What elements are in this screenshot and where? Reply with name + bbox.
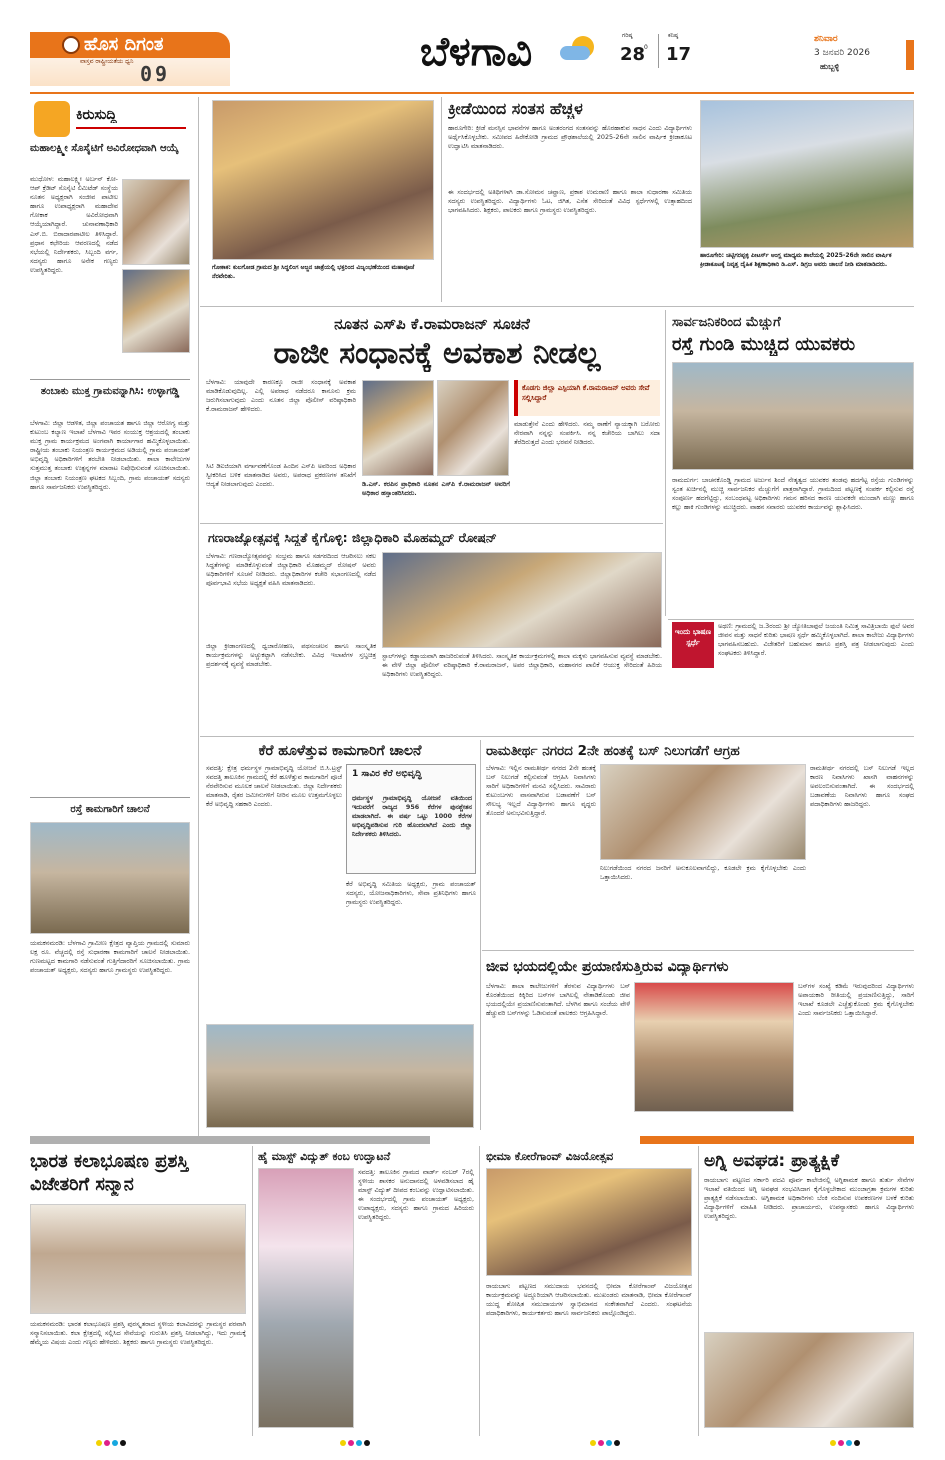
divider — [30, 797, 190, 798]
story3-body: ಯಮಕನಮರಡಿ: ಬೆಳಗಾವಿ ಗ್ರಾಮೀಣ ಕ್ಷೇತ್ರದ ವ್ಯಾಪ್ತಿಯ ಗ್ರಾಮದಲ್ಲಿ ಸುಮಾರು ಲಕ್ಷ ರೂ. ವೆಚ್ಚದಲ್ಲಿ ರಸ್ತೆ ಸುಧಾರಣಾ ಕಾಮಗಾರಿಗೆ ಚಾಲನೆ ನೀಡಲಾಯಿತು. ಗುಣಮಟ್ಟದ ಕಾಮಗಾರಿ ನಡೆಸುವಂತೆ ಗುತ್ತಿಗೆದಾರರಿಗೆ ಸೂಚಿಸಲಾಯಿತು. ಗ್ರಾಮ ಪಂಚಾಯತ್ ಅಧ್ಯಕ್ಷರು, ಸದಸ್ಯರು ಹಾಗೂ ಗ್ರಾಮಸ್ಥರು ಉಪಸ್ಥಿತರಿದ್ದರು. — [30, 939, 190, 975]
registration-dot — [590, 1440, 596, 1446]
registration-dot — [838, 1440, 844, 1446]
registration-dot — [606, 1440, 612, 1446]
edition-name: ಬೆಳಗಾವಿ — [420, 30, 533, 74]
registration-dot — [830, 1440, 836, 1446]
registration-dot — [846, 1440, 852, 1446]
kirusuddi-column — [30, 97, 194, 1137]
youth-body: ರಾಮದುರ್ಗ: ಬಾಚನಕೊಂಡ್ಡಿ ಗ್ರಾಮದ ಅರ್ಜುನ ಶಿಂದೆ ನೇತೃತ್ವದ ಯುವಕರ ತಂಡವು ಹದಗೆಟ್ಟ ರಸ್ತೆಯ ಗುಂಡಿಗಳನ್ನು ಸ್ವಂತ ಖರ್ಚಿನಲ್ಲಿ ಮುಚ್ಚಿ ಸಾರ್ವಜನಿಕರ ಮೆಚ್ಚುಗೆಗೆ ಪಾತ್ರರಾಗಿದ್ದಾರೆ. ಗ್ರಾಮದಿಂದ ಪಟ್ಟಣಕ್ಕೆ ಸಂಪರ್ಕ ಕಲ್ಪಿಸುವ ರಸ್ತೆ ಸಂಪೂರ್ಣ ಹದಗೆಟ್ಟಿದ್ದು, ಸಂಬಂಧಪಟ್ಟ ಅಧಿಕಾರಿಗಳು ಗಮನ ಹರಿಸದ ಕಾರಣ ಯುವಕರೇ ಮುಂದಾಗಿ ಮಣ್ಣು ಹಾಗೂ ಕಲ್ಲು ಹಾಕಿ ಗುಂಡಿಗಳನ್ನು ಮುಚ್ಚಿದರು. ವಾಹನ ಸವಾರರು ಯುವಕರ ಕಾರ್ಯವನ್ನು ಶ್ಲಾಘಿಸಿದರು. — [672, 476, 914, 512]
bhima-headline: ಭೀಮಾ ಕೋರೆಗಾಂವ್ ವಿಜಯೋತ್ಸವ — [486, 1150, 614, 1163]
row-rule — [668, 619, 914, 620]
bus-photo — [600, 764, 806, 860]
gana-photo — [382, 552, 662, 648]
sp-headline: ರಾಜೀ ಸಂಧಾನಕ್ಕೆ ಅವಕಾಶ ನೀಡಲ್ಲ — [273, 336, 601, 371]
registration-dot — [598, 1440, 604, 1446]
weather-min-label: ಕನಿಷ್ಠ — [668, 32, 679, 39]
highmast-photo — [258, 1168, 354, 1428]
bhima-photo — [486, 1168, 692, 1276]
registration-dot — [112, 1440, 118, 1446]
story1-title: ಮಹಾಲಕ್ಷ್ಮೀ ಸೊಸೈಟಿಗೆ ಅವಿರೋಧವಾಗಿ ಆಯ್ಕೆ — [30, 143, 179, 154]
column-rule — [479, 1146, 480, 1436]
registration-dot — [348, 1440, 354, 1446]
bhima-body: ರಾಯಬಾಗ: ಪಟ್ಟಣದ ಸಮುದಾಯ ಭವನದಲ್ಲಿ ಭೀಮಾ ಕೋರೆಗಾಂವ್ ವಿಜಯೋತ್ಸವ ಕಾರ್ಯಕ್ರಮವನ್ನು ಅದ್ದೂರಿಯಾಗಿ ಆಚರಿಸಲಾಯಿತು. ಮುಖಂಡರು ಮಾತನಾಡಿ, ಭೀಮಾ ಕೋರೆಗಾಂವ್ ಯುದ್ಧ ಶೋಷಿತ ಸಮುದಾಯಗಳ ಸ್ವಾಭಿಮಾನದ ಸಂಕೇತವಾಗಿದೆ ಎಂದರು. ಸಂಘಟನೆಯ ಪದಾಧಿಕಾರಿಗಳು, ಕಾರ್ಯಕರ್ತರು ಹಾಗೂ ಸಾರ್ವಜನಿಕರು ಪಾಲ್ಗೊಂಡಿದ್ದರು. — [486, 1282, 692, 1318]
sports-body-2: ಈ ಸಂದರ್ಭದಲ್ಲಿ ಅತಿಥಿಗಳಾಗಿ ಡಾ.ಸೋಮನ ಚವ್ಹಾಣ, ಪ್ರಕಾಶ ಉಮರಾಣಿ ಹಾಗೂ ಶಾಲಾ ಸುಧಾರಣಾ ಸಮಿತಿಯ ಸದಸ್ಯರು ಉಪಸ್ಥಿತರಿದ್ದರು. ವಿದ್ಯಾರ್ಥಿಗಳು ಓಟ, ಜಿಗಿತ, ಎಸೆತ ಸೇರಿದಂತೆ ವಿವಿಧ ಸ್ಪರ್ಧೆಗಳಲ್ಲಿ ಉತ್ಸಾಹದಿಂದ ಭಾಗವಹಿಸಿದರು. ಶಿಕ್ಷಕರು, ಪಾಲಕರು ಹಾಗೂ ಗ್ರಾಮಸ್ಥರು ಉಪಸ್ಥಿತರಿದ್ದರು. — [448, 188, 692, 215]
masthead-rule — [30, 92, 914, 94]
lake-photo — [206, 1024, 474, 1128]
kala-body: ಯಮಕನಮರಡಿ: ಭಾರತ ಕಲಾಭೂಷಣ ಪ್ರಶಸ್ತಿ ಪುರಸ್ಕೃತರಾದ ಸ್ಥಳೀಯ ಕಲಾವಿದರನ್ನು ಗ್ರಾಮಸ್ಥರ ಪರವಾಗಿ ಸನ್ಮಾನಿಸಲಾಯಿತು. ಕಲಾ ಕ್ಷೇತ್ರದಲ್ಲಿ ಸಲ್ಲಿಸಿದ ಸೇವೆಯನ್ನು ಗುರುತಿಸಿ ಪ್ರಶಸ್ತಿ ನೀಡಲಾಗಿದ್ದು, ಇದು ಗ್ರಾಮಕ್ಕೆ ಹೆಮ್ಮೆಯ ವಿಷಯ ಎಂದು ಗಣ್ಯರು ಹೇಳಿದರು. ಶಿಕ್ಷಕರು ಹಾಗೂ ಗ್ರಾಮಸ್ಥರು ಉಪಸ್ಥಿತರಿದ್ದರು. — [30, 1320, 246, 1347]
registration-dot — [104, 1440, 110, 1446]
youth-photo — [672, 362, 914, 470]
sp-info-box-text: ಕೊಡಗು ಜಿಲ್ಲಾ ಎಸ್ಪಿಯಾಗಿ ಕೆ.ರಾಮರಾಜನ್ ಅವರು ಸೇವೆ ಸಲ್ಲಿಸಿದ್ದಾರೆ — [522, 384, 650, 402]
paper-name: ಹೊಸ ದಿಗಂತ — [84, 34, 164, 55]
registration-dot — [854, 1440, 860, 1446]
row-rule — [482, 950, 914, 951]
sp-body-3: ಮಾಡುತ್ತೇನೆ ಎಂದು ಹೇಳಿದರು. ನಮ್ಮ ಠಾಣೆಗೆ ನ್ಯಾಯಕ್ಕಾಗಿ ಬರೋರು ನೇರವಾಗಿ ನನ್ನನ್ನು ಸಂಪರ್ಕಿಸಿ. ನನ್ನ ಕಚೇರಿಯ ಬಾಗಿಲು ಸದಾ ತೆರೆದಿರುತ್ತದೆ ಎಂದು ಭರವಸೆ ನೀಡಿದರು. — [514, 420, 660, 447]
bottom-band-grey — [30, 1136, 430, 1144]
top-left-photo — [212, 100, 434, 260]
kirusuddi-rule — [76, 127, 186, 129]
speech-badge-text: ಇಂದು ಭಾಷಣ ಸ್ಪರ್ಧೆ — [674, 627, 712, 647]
column-rule — [698, 1146, 699, 1436]
story2-body: ಬೆಳಗಾವಿ: ಜಿಲ್ಲಾ ಆಡಳಿತ, ಜಿಲ್ಲಾ ಪಂಚಾಯತ ಹಾಗೂ ಜಿಲ್ಲಾ ಆರೋಗ್ಯ ಮತ್ತು ಕುಟುಂಬ ಕಲ್ಯಾಣ ಇಲಾಖೆ ಬೆಳಗಾವಿ ಇವರ ಸಂಯುಕ್ತ ಆಶ್ರಯದಲ್ಲಿ ತಂಬಾಕು ಮುಕ್ತ ಗ್ರಾಮ ಕಾರ್ಯಕ್ರಮದ ಅಂಗವಾಗಿ ಕಾರ್ಯಾಗಾರ ಹಮ್ಮಿಕೊಳ್ಳಲಾಯಿತು. ರಾಷ್ಟ್ರೀಯ ತಂಬಾಕು ನಿಯಂತ್ರಣ ಕಾರ್ಯಕ್ರಮದ ಅಡಿಯಲ್ಲಿ ಗ್ರಾಮ ಪಂಚಾಯತ್ ಅಭಿವೃದ್ಧಿ ಅಧಿಕಾರಿಗಳಿಗೆ ತರಬೇತಿ ನೀಡಲಾಯಿತು. ಶಾಲಾ ಕಾಲೇಜುಗಳ ಸುತ್ತಮುತ್ತ ತಂಬಾಕು ಉತ್ಪನ್ನಗಳ ಮಾರಾಟ ನಿಷೇಧಿಸುವಂತೆ ಸೂಚಿಸಲಾಯಿತು. ಜಿಲ್ಲಾ ತಂಬಾಕು ನಿಯಂತ್ರಣ ಘಟಕದ ಸಿಬ್ಬಂದಿ, ಗ್ರಾಮ ಪಂಚಾಯತ್ ಸದಸ್ಯರು ಹಾಗೂ ಸಾರ್ವಜನಿಕರು ಉಪಸ್ಥಿತರಿದ್ದರು. — [30, 419, 190, 491]
lake-box-body: ಧರ್ಮಸ್ಥಳ ಗ್ರಾಮಾಭಿವೃದ್ಧಿ ಯೋಜನೆ ವತಿಯಿಂದ ಇದುವರೆಗೆ ರಾಜ್ಯದ 956 ಕೆರೆಗಳ ಪುನಶ್ಚೇತನ ಮಾಡಲಾಗಿದೆ. ಈ ವರ್ಷ ಒಟ್ಟು 1000 ಕೆರೆಗಳ ಅಭಿವೃದ್ಧಿಪಡಿಸುವ ಗುರಿ ಹೊಂದಲಾಗಿದೆ ಎಂದು ಜಿಲ್ಲಾ ನಿರ್ದೇಶಕರು ತಿಳಿಸಿದರು. — [352, 794, 472, 839]
youth-kicker: ಸಾರ್ವಜನಿಕರಿಂದ ಮೆಚ್ಚುಗೆ — [672, 315, 781, 330]
registration-dot — [340, 1440, 346, 1446]
row-rule — [200, 306, 914, 307]
column-rule — [665, 310, 666, 616]
lake-body-1: ಸವದತ್ತಿ: ಕ್ಷೇತ್ರ ಧರ್ಮಸ್ಥಳ ಗ್ರಾಮಾಭಿವೃದ್ಧಿ ಯೋಜನೆ ಬಿ.ಸಿ.ಟ್ರಸ್ಟ್ ಸವದತ್ತಿ ತಾಲೂಕಿನ ಗ್ರಾಮದಲ್ಲಿ ಕೆರೆ ಹೂಳೆತ್ತುವ ಕಾಮಗಾರಿಗೆ ಪೂಜೆ ನೆರವೇರಿಸುವ ಮೂಲಕ ಚಾಲನೆ ನೀಡಲಾಯಿತು. ಜಿಲ್ಲಾ ನಿರ್ದೇಶಕರು ಮಾತನಾಡಿ, ರೈತರ ಜಮೀನುಗಳಿಗೆ ನೀರಿನ ಮೂಲ ಉತ್ತಮಗೊಳ್ಳಲು ಕೆರೆ ಅಭಿವೃದ್ಧಿ ಸಹಕಾರಿ ಎಂದರು. — [206, 764, 342, 809]
lake-body-2: ಕೆರೆ ಅಭಿವೃದ್ಧಿ ಸಮಿತಿಯ ಅಧ್ಯಕ್ಷರು, ಗ್ರಾಮ ಪಂಚಾಯತ್ ಸದಸ್ಯರು, ಯೋಜನಾಧಿಕಾರಿಗಳು, ಸೇವಾ ಪ್ರತಿನಿಧಿಗಳು ಹಾಗೂ ಗ್ರಾಮಸ್ಥರು ಉಪಸ್ಥಿತರಿದ್ದರು. — [346, 880, 476, 907]
speech-body: ಅಥಣಿ: ಗ್ರಾಮದಲ್ಲಿ ಜ.3ರಂದು ಶ್ರೀ ಜ್ಯೋತಿಬಾಫುಲೆ ಜಯಂತಿ ನಿಮಿತ್ತ ಸಾವಿತ್ರಿಬಾಯಿ ಫುಲೆ ಅವರ ಜೀವನ ಮತ್ತು ಸಾಧನೆ ಕುರಿತು ಭಾಷಣ ಸ್ಪರ್ಧೆ ಹಮ್ಮಿಕೊಳ್ಳಲಾಗಿದೆ. ಶಾಲಾ ಕಾಲೇಜು ವಿದ್ಯಾರ್ಥಿಗಳು ಭಾಗವಹಿಸಬಹುದು. ವಿಜೇತರಿಗೆ ಬಹುಮಾನ ಹಾಗೂ ಪ್ರಶಸ್ತಿ ಪತ್ರ ನೀಡಲಾಗುವುದು ಎಂದು ಸಂಘಟಕರು ತಿಳಿಸಿದ್ದಾರೆ. — [718, 622, 914, 658]
story3-title: ರಸ್ತೆ ಕಾಮಗಾರಿಗೆ ಚಾಲನೆ — [70, 804, 150, 815]
column-rule — [480, 740, 481, 1130]
sp-photo-2 — [437, 380, 509, 476]
bus-headline: ರಾಮತೀರ್ಥ ನಗರದ 2ನೇ ಹಂತಕ್ಕೆ ಬಸ್ ನಿಲುಗಡೆಗೆ ಆಗ್ರಹ — [486, 743, 740, 759]
top-left-caption: ಗೋಕಾಕ: ಕುಲಗೋಡ ಗ್ರಾಮದ ಶ್ರೀ ಸಿದ್ಧಲಿಂಗ ಅಜ್ಜನ ಜಾತ್ರೆಯಲ್ಲಿ ಭಕ್ತರಿಂದ ವಿಜೃಂಭಣೆಯಿಂದ ಮಹಾಪೂಜೆ ನೆರವೇರಿತು. — [212, 264, 415, 280]
bus-body-1: ಬೆಳಗಾವಿ: ಇಲ್ಲಿನ ರಾಮತೀರ್ಥ ನಗರದ 2ನೇ ಹಂತಕ್ಕೆ ಬಸ್ ನಿಲುಗಡೆ ಕಲ್ಪಿಸುವಂತೆ ಆಗ್ರಹಿಸಿ ನಿವಾಸಿಗಳು ಸಾರಿಗೆ ಅಧಿಕಾರಿಗಳಿಗೆ ಮನವಿ ಸಲ್ಲಿಸಿದರು. ಸಾವಿರಾರು ಕುಟುಂಬಗಳು ವಾಸವಾಗಿರುವ ಬಡಾವಣೆಗೆ ಬಸ್ ಸೌಲಭ್ಯ ಇಲ್ಲದೆ ವಿದ್ಯಾರ್ಥಿಗಳು ಹಾಗೂ ವೃದ್ಧರು ತೊಂದರೆ ಅನುಭವಿಸುತ್ತಿದ್ದಾರೆ. — [486, 764, 596, 818]
registration-dot — [356, 1440, 362, 1446]
fire-headline: ಅಗ್ನಿ ಅವಘಡ: ಪ್ರಾತ್ಯಕ್ಷಿಕೆ — [704, 1151, 840, 1171]
weather-max-label: ಗರಿಷ್ಠ — [622, 32, 633, 39]
masthead — [0, 0, 945, 92]
youth-headline: ರಸ್ತೆ ಗುಂಡಿ ಮುಚ್ಚಿದ ಯುವಕರು — [672, 334, 856, 355]
students-body-2: ಬಸ್‌ಗಳ ಸಂಖ್ಯೆ ಕಡಿಮೆ ಇರುವುದರಿಂದ ವಿದ್ಯಾರ್ಥಿಗಳು ಅಪಾಯಕಾರಿ ರೀತಿಯಲ್ಲಿ ಪ್ರಯಾಣಿಸುತ್ತಿದ್ದು, ಸಾರಿಗೆ ಇಲಾಖೆ ಕೂಡಲೇ ಎಚ್ಚೆತ್ತುಕೊಂಡು ಕ್ರಮ ಕೈಗೊಳ್ಳಬೇಕು ಎಂದು ಸಾರ್ವಜನಿಕರು ಒತ್ತಾಯಿಸಿದ್ದಾರೆ. — [798, 982, 914, 1018]
students-headline: ಜೀವ ಭಯದಲ್ಲಿಯೇ ಪ್ರಯಾಣಿಸುತ್ತಿರುವ ವಿದ್ಯಾರ್ಥಿಗಳು — [486, 959, 729, 975]
divider — [30, 379, 190, 380]
gana-headline: ಗಣರಾಜ್ಯೋತ್ಸವಕ್ಕೆ ಸಿದ್ಧತೆ ಕೈಗೊಳ್ಳಿ: ಜಿಲ್ಲಾಧಿಕಾರಿ ಮೊಹಮ್ಮದ್ ರೋಷನ್ — [208, 530, 497, 545]
tagline: ವಾಸ್ತವ ರಾಷ್ಟ್ರೀಯತೆಯ ಧ್ವನಿ — [80, 58, 134, 65]
fire-body: ರಾಯಬಾಗ: ಪಟ್ಟಣದ ಸರ್ಕಾರಿ ಪದವಿ ಪೂರ್ವ ಕಾಲೇಜಿನಲ್ಲಿ ಅಗ್ನಿಶಾಮಕ ಹಾಗೂ ತುರ್ತು ಸೇವೆಗಳ ಇಲಾಖೆ ವತಿಯಿಂದ ಅಗ್ನಿ ಅವಘಡ ಸಂಭವಿಸಿದಾಗ ಕೈಗೊಳ್ಳಬೇಕಾದ ಮುಂಜಾಗ್ರತಾ ಕ್ರಮಗಳ ಕುರಿತು ಪ್ರಾತ್ಯಕ್ಷಿಕೆ ನಡೆಸಲಾಯಿತು. ಅಗ್ನಿಶಾಮಕ ಅಧಿಕಾರಿಗಳು ಬೆಂಕಿ ನಂದಿಸುವ ಉಪಕರಣಗಳ ಬಳಕೆ ಕುರಿತು ವಿದ್ಯಾರ್ಥಿಗಳಿಗೆ ಮಾಹಿತಿ ನೀಡಿದರು. ಪ್ರಾಚಾರ್ಯರು, ಉಪನ್ಯಾಸಕರು ಹಾಗೂ ವಿದ್ಯಾರ್ಥಿಗಳು ಉಪಸ್ಥಿತರಿದ್ದರು. — [704, 1176, 914, 1221]
story1-portrait-2 — [122, 269, 190, 353]
sports-body-1: ಹಾರೂಗೇರಿ: ಕ್ರೀಡೆ ಮನಸ್ಸಿನ ಭಾವನೆಗಳ ಹಾಗೂ ಅಂತರಂಗದ ಸಂತಸವನ್ನು ಹೊರಹಾಕುವ ಸಾಧನ ಎಂದು ವಿದ್ಯಾರ್ಥಿಗಳು ಅರ್ಥೈಸಿಕೊಳ್ಳಬೇಕು. ಸಮೀಪದ ಹಿರೇಕೋಡಿ ಗ್ರಾಮದ ಪ್ರೌಢಶಾಲೆಯಲ್ಲಿ 2025-26ನೇ ಸಾಲಿನ ವಾರ್ಷಿಕ ಕ್ರೀಡಾಕೂಟ ಉದ್ಘಾಟಿಸಿ ಮಾತನಾಡಿದರು. — [448, 124, 692, 151]
kirusuddi-label: ಕಿರುಸುದ್ದಿ — [76, 107, 117, 123]
students-photo — [634, 982, 794, 1112]
page-number: 09 — [140, 62, 171, 86]
highmast-headline: ಹೈ ಮಾಸ್ಟ್ ವಿದ್ಯುತ್ ಕಂಬ ಉದ್ಘಾಟನೆ — [258, 1150, 391, 1163]
kirusuddi-hand-icon — [34, 101, 70, 137]
fire-photo — [704, 1332, 914, 1428]
bus-body-3: ರಾಮತೀರ್ಥ ನಗರದಲ್ಲಿ ಬಸ್ ನಿಲುಗಡೆ ಇಲ್ಲದ ಕಾರಣ ನಿವಾಸಿಗಳು ಖಾಸಗಿ ವಾಹನಗಳನ್ನು ಅವಲಂಬಿಸುವಂತಾಗಿದೆ. ಈ ಸಂದರ್ಭದಲ್ಲಿ ಬಡಾವಣೆಯ ನಿವಾಸಿಗಳು ಹಾಗೂ ಸಂಘದ ಪದಾಧಿಕಾರಿಗಳು ಹಾಜರಿದ್ದರು. — [810, 764, 914, 809]
highmast-body: ಸವದತ್ತಿ: ತಾಲೂಕಿನ ಗ್ರಾಮದ ವಾರ್ಡ್ ನಂಬರ್ 7ರಲ್ಲಿ ಸ್ಥಳೀಯ ಶಾಸಕರ ಅನುದಾನದಲ್ಲಿ ಅಳವಡಿಸಲಾದ ಹೈ ಮಾಸ್ಟ್ ವಿದ್ಯುತ್ ದೀಪದ ಕಂಬವನ್ನು ಉದ್ಘಾಟಿಸಲಾಯಿತು. ಈ ಸಂದರ್ಭದಲ್ಲಿ ಗ್ರಾಮ ಪಂಚಾಯತ್ ಅಧ್ಯಕ್ಷರು, ಉಪಾಧ್ಯಕ್ಷರು, ಸದಸ್ಯರು ಹಾಗೂ ಗ್ರಾಮದ ಹಿರಿಯರು ಉಪಸ್ಥಿತರಿದ್ದರು. — [358, 1168, 474, 1222]
sp-photo-1 — [362, 380, 434, 476]
lake-box-title: 1 ಸಾವಿರ ಕೆರೆ ಅಭಿವೃದ್ಧಿ — [352, 769, 422, 779]
date: 3 ಜನವರಿ 2026 — [814, 48, 870, 58]
weather-cloud-icon — [560, 46, 590, 60]
row-rule — [200, 736, 914, 737]
gana-body-2: ಜಿಲ್ಲಾ ಕ್ರೀಡಾಂಗಣದಲ್ಲಿ ಧ್ವಜಾರೋಹಣ, ಪಥಸಂಚಲನ ಹಾಗೂ ಸಾಂಸ್ಕೃತಿಕ ಕಾರ್ಯಕ್ರಮಗಳನ್ನು ಅಚ್ಚುಕಟ್ಟಾಗಿ ನಡೆಸಬೇಕು. ವಿವಿಧ ಇಲಾಖೆಗಳ ಸ್ತಬ್ಧಚಿತ್ರ ಪ್ರದರ್ಶನಕ್ಕೆ ವ್ಯವಸ್ಥೆ ಮಾಡಬೇಕು. — [206, 642, 376, 669]
bus-body-2: ನಿಲುಗಡೆಯಿಂದ ನಗರದ ಜನರಿಗೆ ಅನುಕೂಲವಾಗಲಿದ್ದು, ಕೂಡಲೇ ಕ್ರಮ ಕೈಗೊಳ್ಳಬೇಕು ಎಂದು ಒತ್ತಾಯಿಸಿದರು. — [600, 864, 806, 882]
lake-headline: ಕೆರೆ ಹೂಳೆತ್ತುವ ಕಾಮಗಾರಿಗೆ ಚಾಲನೆ — [258, 743, 422, 759]
registration-dot — [364, 1440, 370, 1446]
weather-max-unit: 0 — [644, 44, 648, 51]
registration-dot — [120, 1440, 126, 1446]
story3-photo — [30, 822, 190, 934]
gana-body-3: ಸ್ಟಾಲ್‌ಗಳನ್ನು ಕಡ್ಡಾಯವಾಗಿ ಹಾಜರಿರುವಂತೆ ತಿಳಿಸಿದರು. ಸಾಂಸ್ಕೃತಿಕ ಕಾರ್ಯಕ್ರಮಗಳಲ್ಲಿ ಶಾಲಾ ಮಕ್ಕಳು ಭಾಗವಹಿಸುವ ವ್ಯವಸ್ಥೆ ಮಾಡಬೇಕು. ಈ ವೇಳೆ ಜಿಲ್ಲಾ ಪೊಲೀಸ್ ವರಿಷ್ಠಾಧಿಕಾರಿ ಕೆ.ರಾಮರಾಜನ್, ಅಪರ ಜಿಲ್ಲಾಧಿಕಾರಿ, ಮಹಾನಗರ ಪಾಲಿಕೆ ಆಯುಕ್ತ ಸೇರಿದಂತೆ ಹಿರಿಯ ಅಧಿಕಾರಿಗಳು ಉಪಸ್ಥಿತರಿದ್ದರು. — [382, 652, 662, 679]
students-body-1: ಬೆಳಗಾವಿ: ಶಾಲಾ ಕಾಲೇಜುಗಳಿಗೆ ತೆರಳುವ ವಿದ್ಯಾರ್ಥಿಗಳು ಬಸ್ ಕೊರತೆಯಿಂದ ಕಿಕ್ಕಿರಿದ ಬಸ್‌ಗಳ ಬಾಗಿಲಲ್ಲಿ ನೇತಾಡಿಕೊಂಡು ಜೀವ ಭಯದಲ್ಲಿಯೇ ಪ್ರಯಾಣಿಸುವಂತಾಗಿದೆ. ಬೆಳಗಿನ ಹಾಗೂ ಸಂಜೆಯ ವೇಳೆ ಹೆಚ್ಚುವರಿ ಬಸ್‌ಗಳನ್ನು ಓಡಿಸುವಂತೆ ಪಾಲಕರು ಆಗ್ರಹಿಸಿದ್ದಾರೆ. — [486, 982, 630, 1018]
top-right-caption: ಹಾರೂಗೇರಿ: ಚಿಟ್ಟಿಗರಪ್ಪಳ್ಳಿ ಪೀಟರ್ಸ್ ಆಂಗ್ಲ ಮಾಧ್ಯಮ ಶಾಲೆಯಲ್ಲಿ 2025-26ನೇ ಸಾಲಿನ ವಾರ್ಷಿಕ ಕ್ರೀಡಾಕೂಟಕ್ಕೆ ನಿವೃತ್ತ ದೈಹಿಕ ಶಿಕ್ಷಣಾಧಿಕಾರಿ ಡಿ.ಎಸ್. ಡಿಗ್ರಜ ಅವರು ಚಾಲನೆ ನೀಡಿ ಮಾತನಾಡಿದರು. — [700, 252, 892, 268]
story1-body: ಮುಧೋಳ: ಮಹಾಲಕ್ಷ್ಮೀ ಅರ್ಬನ್ ಕೋ-ಆಪ್ ಕ್ರೆಡಿಟ್ ಸೊಸೈಟಿ ಲಿಮಿಟೆಡ್ ಸಂಸ್ಥೆಯ ನೂತನ ಅಧ್ಯಕ್ಷರಾಗಿ ಸಂಜೀವ ಪಾಟೀಲ ಹಾಗೂ ಉಪಾಧ್ಯಕ್ಷರಾಗಿ ಮಹಾದೇವ ಗೋಕಾಕ ಅವಿರೋಧವಾಗಿ ಆಯ್ಕೆಯಾಗಿದ್ದಾರೆ. ಚುನಾವಣಾಧಿಕಾರಿ ಎಸ್.ಬಿ. ಬಿರಾದಾರಪಾಟೀಲ ತಿಳಿಸಿದ್ದಾರೆ. ಪ್ರಧಾನ ಕಛೇರಿಯ ಆವರಣದಲ್ಲಿ ನಡೆದ ಸಭೆಯಲ್ಲಿ ನಿರ್ದೇಶಕರು, ಸಿಬ್ಬಂದಿ ವರ್ಗ, ಸದಸ್ಯರು ಹಾಗೂ ಅನೇಕ ಗಣ್ಯರು ಉಪಸ್ಥಿತರಿದ್ದರು. — [30, 175, 118, 274]
top-right-photo — [700, 100, 914, 248]
sp-body-1: ಬೆಳಗಾವಿ: ಯಾವುದೇ ಕಾರಣಕ್ಕೂ ರಾಜೀ ಸಂಧಾನಕ್ಕೆ ಅವಕಾಶ ಮಾಡಿಕೊಡುವುದಿಲ್ಲ. ಎಲ್ಲಿ ಅಪರಾಧ ನಡೆದರೂ ಕಾನೂನು ಕ್ರಮ ಜರುಗಿಸಲಾಗುವುದು ಎಂದು ನೂತನ ಜಿಲ್ಲಾ ಪೊಲೀಸ್ ವರಿಷ್ಠಾಧಿಕಾರಿ ಕೆ.ರಾಮರಾಜನ್ ಹೇಳಿದರು. — [206, 378, 356, 414]
sp-kicker: ನೂತನ ಎಸ್‌ಪಿ ಕೆ.ರಾಮರಾಜನ್ ಸೂಚನೆ — [334, 315, 530, 333]
city: ಹುಬ್ಬಳ್ಳಿ — [820, 62, 840, 71]
kala-headline: ಭಾರತ ಕಲಾಭೂಷಣ ಪ್ರಶಸ್ತಿ ವಿಜೇತರಿಗೆ ಸನ್ಮಾನ — [30, 1151, 189, 1195]
row-rule — [200, 523, 663, 524]
registration-dot — [614, 1440, 620, 1446]
sp-body-2: ಸಿಟಿ ಡಿಐಜಿಯಾಗಿ ವರ್ಗಾವಣೆಗೊಂಡ ಹಿಂದಿನ ಎಸ್‌ಪಿ ಅವರಿಂದ ಅಧಿಕಾರ ಸ್ವೀಕರಿಸಿದ ಬಳಿಕ ಮಾತನಾಡಿದ ಅವರು, ಅಪರಾಧ ಪ್ರಕರಣಗಳ ತನಿಖೆಗೆ ಆದ್ಯತೆ ನೀಡಲಾಗುವುದು ಎಂದರು. — [206, 462, 356, 489]
logo-emblem-icon — [62, 36, 80, 54]
weather-min: 17 — [666, 44, 692, 65]
story2-title: ತಂಬಾಕು ಮುಕ್ತ ಗ್ರಾಮವನ್ನಾಗಿಸಿ: ಉಳ್ಳಾಗಡ್ಡಿ — [40, 386, 180, 397]
column-rule — [441, 97, 442, 302]
day: ಶನಿವಾರ — [814, 34, 838, 44]
kala-photo — [30, 1204, 246, 1314]
sports-headline: ಕ್ರೀಡೆಯಿಂದ ಸಂತಸ ಹೆಚ್ಚಳ — [448, 99, 583, 118]
bottom-band-orange — [640, 1136, 914, 1144]
sp-photo-caption: ಡಿ.ಎಸ್. ಕರಪಿನ ಪ್ರಾಧಿಕಾರಿ ನೂತನ ಎಸ್‌ಪಿ ಕೆ.ರಾಮರಾಜನ್ ಅವರಿಗೆ ಅಧಿಕಾರ ಹಸ್ತಾಂತರಿಸಿದರು. — [362, 480, 510, 498]
gana-body-1: ಬೆಳಗಾವಿ: ಗಣರಾಜ್ಯೋತ್ಸವವನ್ನು ಸಂಭ್ರಮ ಹಾಗೂ ಸಡಗರದಿಂದ ಆಚರಿಸಲು ಸಕಲ ಸಿದ್ಧತೆಗಳನ್ನು ಮಾಡಿಕೊಳ್ಳುವಂತೆ ಜಿಲ್ಲಾಧಿಕಾರಿ ಮೊಹಮ್ಮದ್ ರೋಷನ್ ಅವರು ಅಧಿಕಾರಿಗಳಿಗೆ ಸೂಚನೆ ನೀಡಿದರು. ಜಿಲ್ಲಾಧಿಕಾರಿಗಳ ಕಚೇರಿ ಸಭಾಂಗಣದಲ್ಲಿ ನಡೆದ ಪೂರ್ವಭಾವಿ ಸಭೆಯ ಅಧ್ಯಕ್ಷತೆ ವಹಿಸಿ ಮಾತನಾಡಿದರು. — [206, 552, 376, 588]
column-rule — [252, 1146, 253, 1436]
registration-dot — [96, 1440, 102, 1446]
story1-portrait-1 — [122, 179, 190, 265]
weather-divider — [658, 34, 659, 68]
masthead-side-bar — [906, 40, 914, 70]
weather-max: 28 — [620, 44, 646, 65]
column-rule — [198, 97, 199, 1137]
